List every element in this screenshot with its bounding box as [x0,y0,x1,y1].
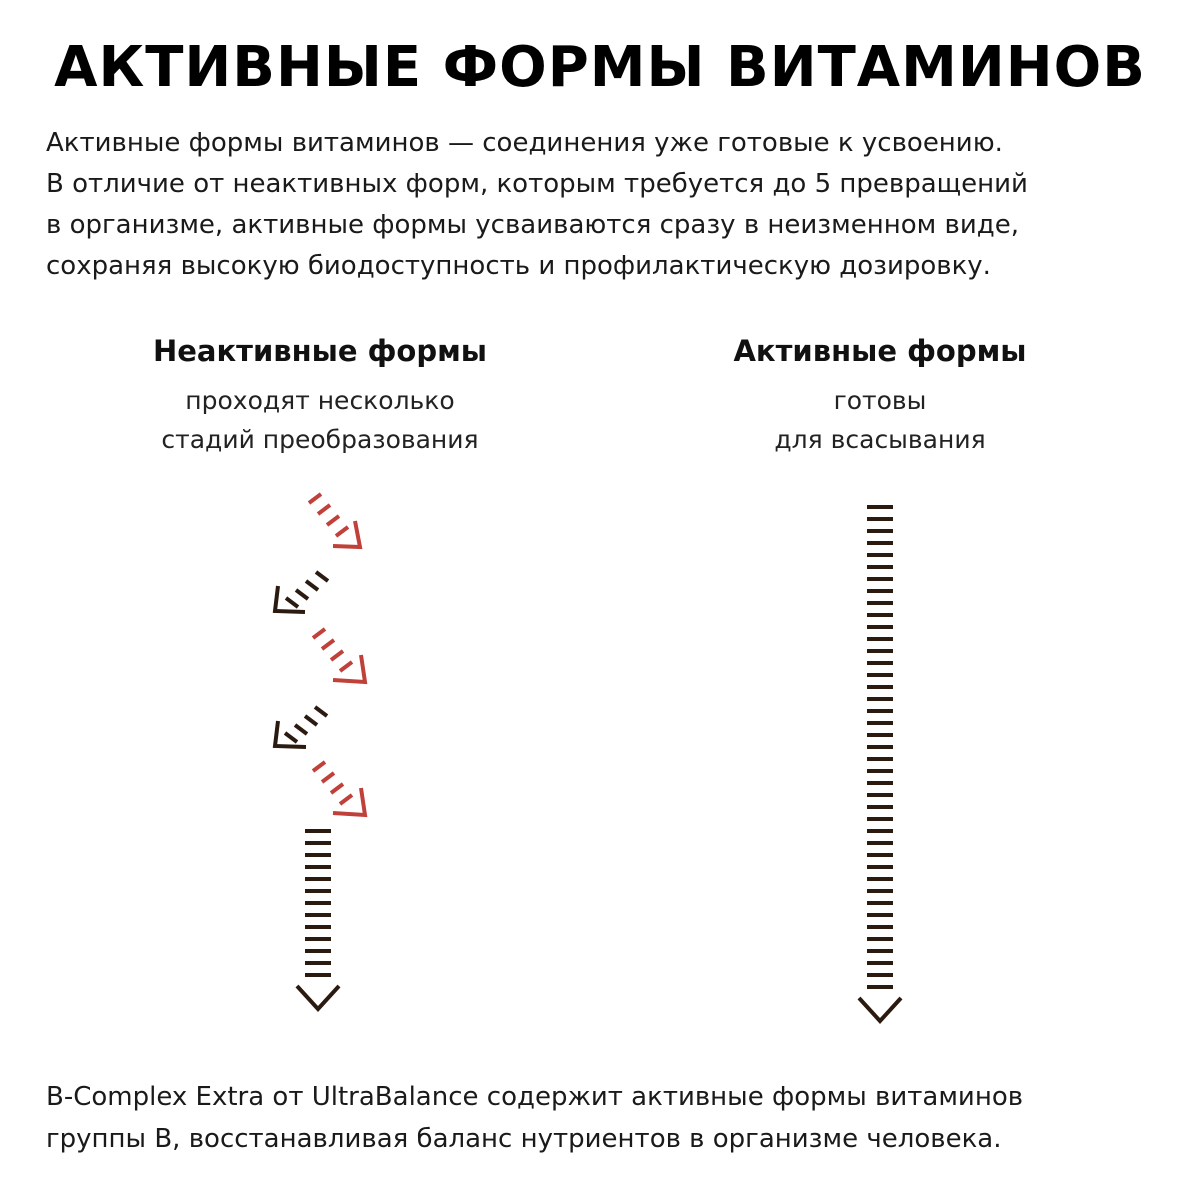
active-forms-heading: Активные формы [733,334,1027,368]
inactive-forms-subtitle-line: проходят несколько [185,386,455,415]
inactive-forms-subtitle-line: стадий преобразования [161,425,479,454]
active-forms-column-header [640,331,1120,459]
intro-line: в организме, активные формы усваиваются сразу в неизменном виде, [46,210,1019,240]
active-forms-straight-arrow [859,507,901,1021]
intro-line: Активные формы витаминов — соединения уже готовые к усвоению. [46,128,1003,158]
dark-diagonal-arrow-icon [275,572,328,612]
active-forms-subtitle-line: для всасывания [774,425,986,454]
red-diagonal-arrow-icon [309,494,360,547]
inactive-forms-heading: Неактивные формы [152,334,488,368]
inactive-forms-column-header [80,331,560,459]
dark-vertical-arrow-icon [297,831,339,1009]
intro-paragraph [46,123,1166,287]
intro-line: сохраняя высокую биодоступность и профилактическую дозировку. [46,251,991,281]
footer-line: B-Complex Extra от UltraBalance содержит активные формы витаминов [46,1082,1024,1112]
red-diagonal-arrow-icon [313,629,365,682]
footer-line: группы В, восстанавливая баланс нутриентов в организме человека. [46,1124,1002,1154]
dark-diagonal-arrow-icon [275,707,327,747]
dark-vertical-arrow-icon [859,507,901,1021]
active-forms-subtitle-line: готовы [833,386,927,415]
inactive-forms-zigzag-arrows [275,494,365,1009]
footer-paragraph [46,1076,1166,1160]
intro-line: В отличие от неактивных форм, которым требуется до 5 превращений [46,169,1028,199]
page-title: АКТИВНЫЕ ФОРМЫ ВИТАМИНОВ [54,35,1146,100]
red-diagonal-arrow-icon [313,762,365,815]
